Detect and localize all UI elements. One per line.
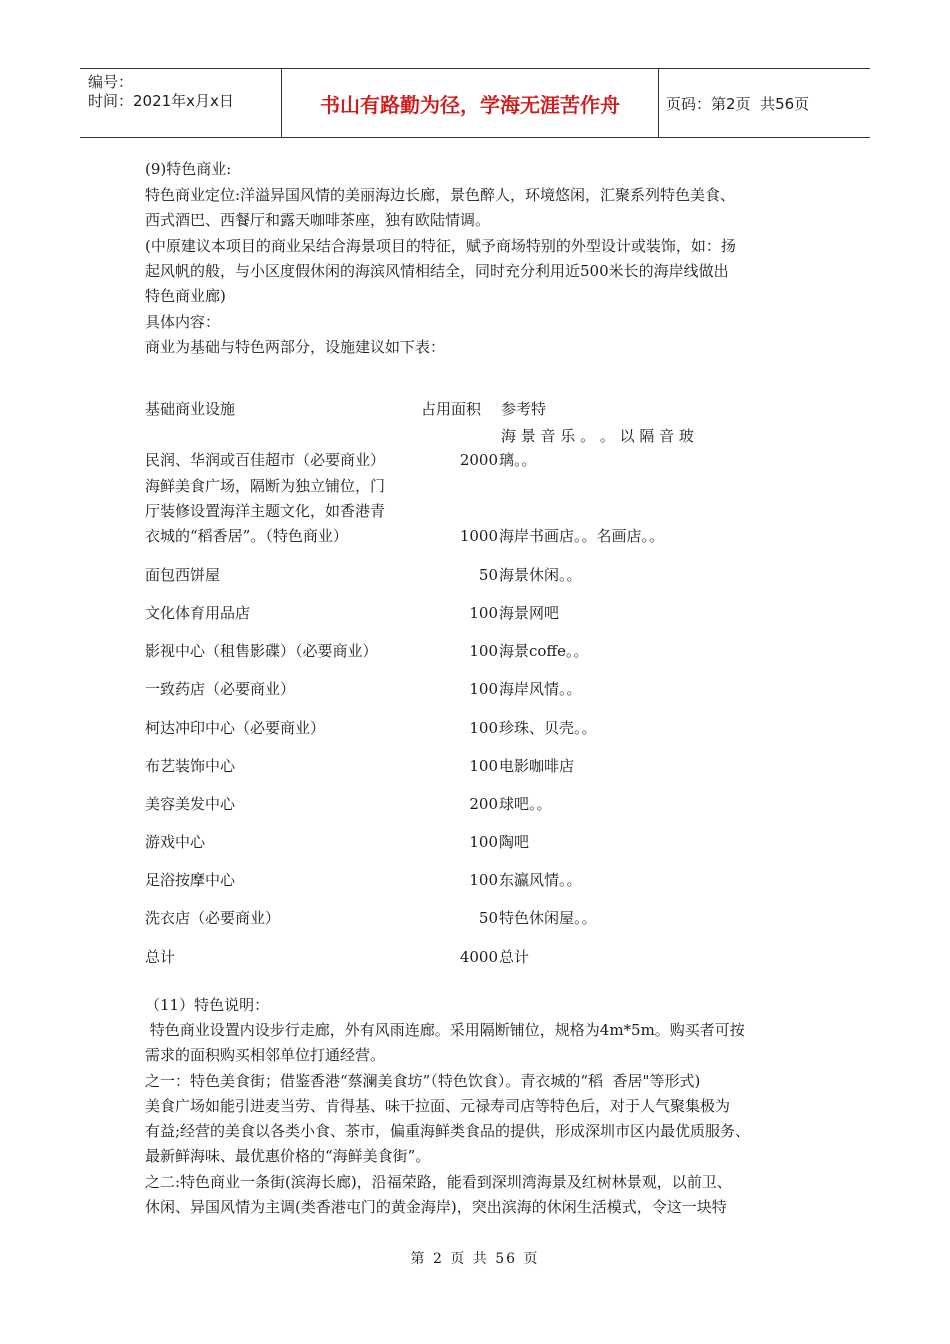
table-header-feature: 参考特 — [501, 400, 547, 418]
row-name: 总计 — [145, 948, 176, 966]
row-feature: 海景网吧 — [499, 604, 560, 622]
row-area: 200 — [469, 795, 498, 813]
notes-line: 最新鲜海味、最优惠价格的“海鲜美食街”。 — [145, 1147, 431, 1165]
time-label: 时间：2021年x月x日 — [88, 92, 234, 110]
row-name-line: 厅装修设置海洋主题文化，如香港青 — [145, 502, 386, 520]
motto-text: 书山有路勤为径，学海无涯苦作舟 — [320, 92, 620, 117]
row-name: 布艺装饰中心 — [145, 757, 236, 775]
row-area: 2000 — [459, 451, 498, 469]
row-feature: 陶吧 — [499, 833, 530, 851]
table-wrap-note: 海 景 音 乐 。 。 以 隔 音 玻 — [501, 427, 694, 445]
row-feature: 海景休闲。。 — [499, 566, 582, 584]
intro-line: 具体内容： — [145, 313, 221, 331]
row-area: 100 — [469, 680, 498, 698]
row-feature: 海景coffe。。 — [499, 642, 589, 660]
page-header — [80, 68, 870, 138]
page-footer: 第 2 页 共 56 页 — [410, 1251, 540, 1267]
intro-line: (9)特色商业: — [145, 160, 232, 178]
row-feature: 海岸书画店。。名画店。。 — [499, 527, 665, 545]
page-label: 页码： — [666, 94, 712, 113]
row-area: 50 — [478, 909, 498, 927]
row-area: 100 — [469, 871, 498, 889]
row-feature: 特色休闲屋。。 — [499, 909, 597, 927]
row-name: 一致药店（必要商业） — [145, 680, 296, 698]
row-name: 面包西饼屋 — [145, 566, 221, 584]
row-area: 100 — [469, 757, 498, 775]
notes-line: 有益;经营的美食以各类小食、茶市，偏重海鲜类食品的提供，形成深圳市区内最优质服务、 — [145, 1122, 751, 1140]
row-feature: 珍珠、贝壳。。 — [499, 719, 597, 737]
notes-line: 美食广场如能引进麦当劳、肯得基、味干拉面、元禄寿司店等特色后，对于人气聚集极为 — [145, 1097, 731, 1115]
row-name: 足浴按摩中心 — [145, 871, 236, 889]
row-area: 100 — [469, 719, 498, 737]
row-name: 民润、华润或百佳超市（必要商业） — [145, 451, 386, 469]
row-area: 4000 — [459, 948, 498, 966]
code-label: 编号： — [88, 73, 134, 91]
row-area: 100 — [469, 833, 498, 851]
intro-line: 起风帆的般，与小区度假休闲的海滨风情相结全，同时充分利用近500米长的海岸线做出 — [145, 262, 729, 280]
notes-line: 之一：特色美食街；借鉴香港“蔡澜美食坊”（特色饮食）。青衣城的“稻 香居"等形式) — [145, 1072, 701, 1090]
row-feature: 球吧。。 — [499, 795, 552, 813]
row-name: 柯达冲印中心（必要商业） — [145, 719, 326, 737]
intro-line: 商业为基础与特色两部分，设施建议如下表： — [145, 338, 446, 356]
row-name: 美容美发中心 — [145, 795, 236, 813]
row-name: 游戏中心 — [145, 833, 206, 851]
row-area: 100 — [469, 642, 498, 660]
row-name: 洗衣店（必要商业） — [145, 909, 281, 927]
intro-line: 特色商业定位:洋溢异国风情的美丽海边长廊，景色醉人，环境悠闲，汇聚系列特色美食、 — [145, 186, 736, 204]
row-feature: 东瀛风情。。 — [499, 871, 582, 889]
notes-line: 特色商业设置内设步行走廊，外有风雨连廊。采用隔断铺位，规格为4m*5m。购买者可按 — [145, 1021, 745, 1039]
notes-line: 需求的面积购买相邻单位打通经营。 — [145, 1046, 386, 1064]
row-feature: 电影咖啡店 — [499, 757, 575, 775]
row-area: 100 — [469, 604, 498, 622]
table-header-area: 占用面积 — [421, 400, 482, 418]
row-name: 影视中心（租售影碟）（必要商业） — [145, 642, 378, 660]
page-number-cell — [658, 69, 870, 137]
row-name-line: 海鲜美食广场，隔断为独立铺位，门 — [145, 477, 386, 495]
page-number-text: 第2页 共56页 — [711, 94, 810, 113]
row-feature: 璃。。 — [499, 451, 537, 469]
table-header-name: 基础商业设施 — [145, 400, 236, 418]
notes-line: 休闲、异国风情为主调(类香港屯门的黄金海岸)，突出滨海的休闲生活模式，令这一块特 — [145, 1198, 727, 1216]
intro-line: (中原建议本项目的商业呆结合海景项目的特征，赋予商场特别的外型设计或装饰，如：扬 — [145, 237, 736, 255]
row-feature: 总计 — [499, 948, 530, 966]
intro-line: 特色商业廊) — [145, 287, 226, 305]
row-name-line: 衣城的“稻香居”。（特色商业） — [145, 527, 348, 545]
notes-line: 之二:特色商业一条街(滨海长廊)，沿福荣路，能看到深圳湾海景及红树林景观，以前卫、 — [145, 1173, 732, 1191]
intro-line: 西式酒巴、西餐厅和露天咖啡茶座，独有欧陆情调。 — [145, 211, 491, 229]
row-name: 文化体育用品店 — [145, 604, 251, 622]
row-area: 50 — [478, 566, 498, 584]
header-left-cell — [80, 69, 281, 137]
motto-cell — [281, 69, 659, 137]
row-area: 1000 — [459, 527, 498, 545]
notes-line: （11）特色说明： — [145, 996, 270, 1014]
row-feature: 海岸风情。。 — [499, 680, 582, 698]
